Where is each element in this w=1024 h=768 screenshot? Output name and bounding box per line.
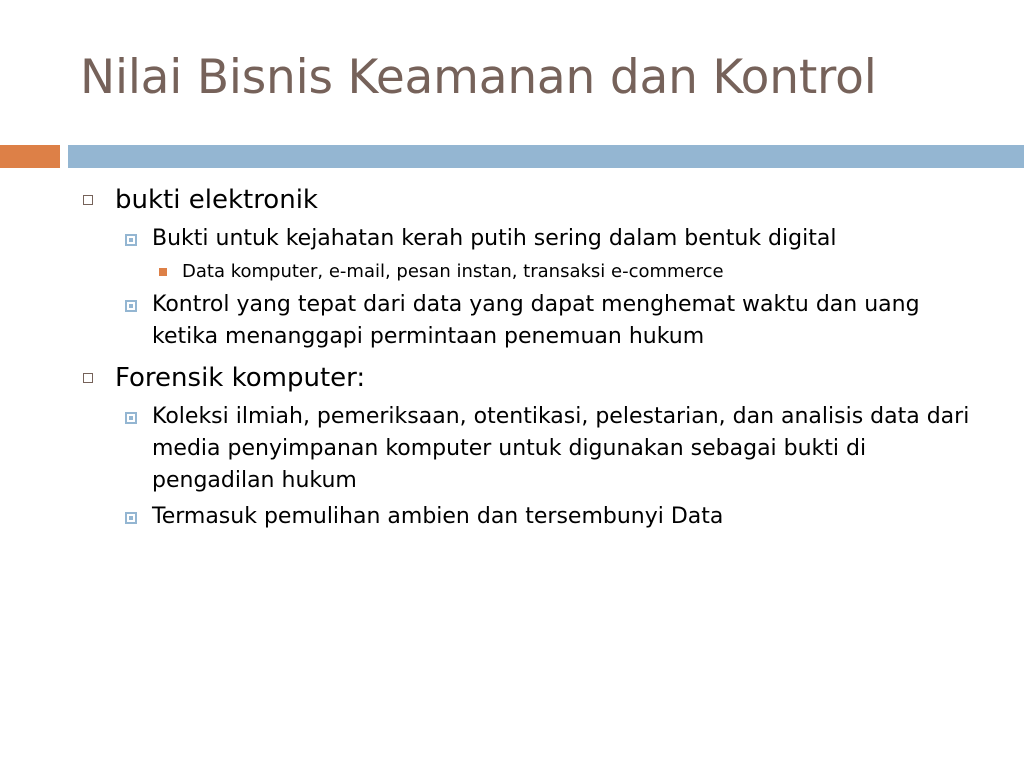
slide-title: Nilai Bisnis Keamanan dan Kontrol [80,50,877,105]
bullet-text: Data komputer, e-mail, pesan instan, transaksi e-commerce [182,261,724,282]
bullet-level2 [80,401,980,497]
accent-bar-blue [68,145,1024,168]
bullet-level3 [80,259,980,285]
bullet-level2 [80,223,980,255]
bullet-text: Bukti untuk kejahatan kerah putih sering dalam bentuk digital [152,226,837,251]
bullet-text: bukti elektronik [115,185,318,215]
bullet-text: Forensik komputer: [115,363,366,393]
hollow-square-bullet-icon [83,373,93,383]
square-bullet-icon [125,512,137,524]
bullet-level1 [80,361,980,395]
bullet-level2 [80,289,980,353]
square-bullet-icon [125,234,137,246]
bullet-text: Koleksi ilmiah, pemeriksaan, otentikasi, pelestarian, dan analisis data dari media penyimpanan komputer untuk digunakan sebagai bukti di pengadilan hukum [152,404,970,493]
accent-bar-orange [0,145,60,168]
square-bullet-icon [125,300,137,312]
hollow-square-bullet-icon [83,195,93,205]
bullet-level1 [80,183,980,217]
bullet-text: Kontrol yang tepat dari data yang dapat menghemat waktu dan uang ketika menanggapi permintaan penemuan hukum [152,292,920,349]
bullet-text: Termasuk pemulihan ambien dan tersembunyi Data [152,504,724,529]
filled-square-bullet-icon [159,268,167,276]
bullet-list [80,183,980,537]
bullet-level2 [80,501,980,533]
square-bullet-icon [125,412,137,424]
